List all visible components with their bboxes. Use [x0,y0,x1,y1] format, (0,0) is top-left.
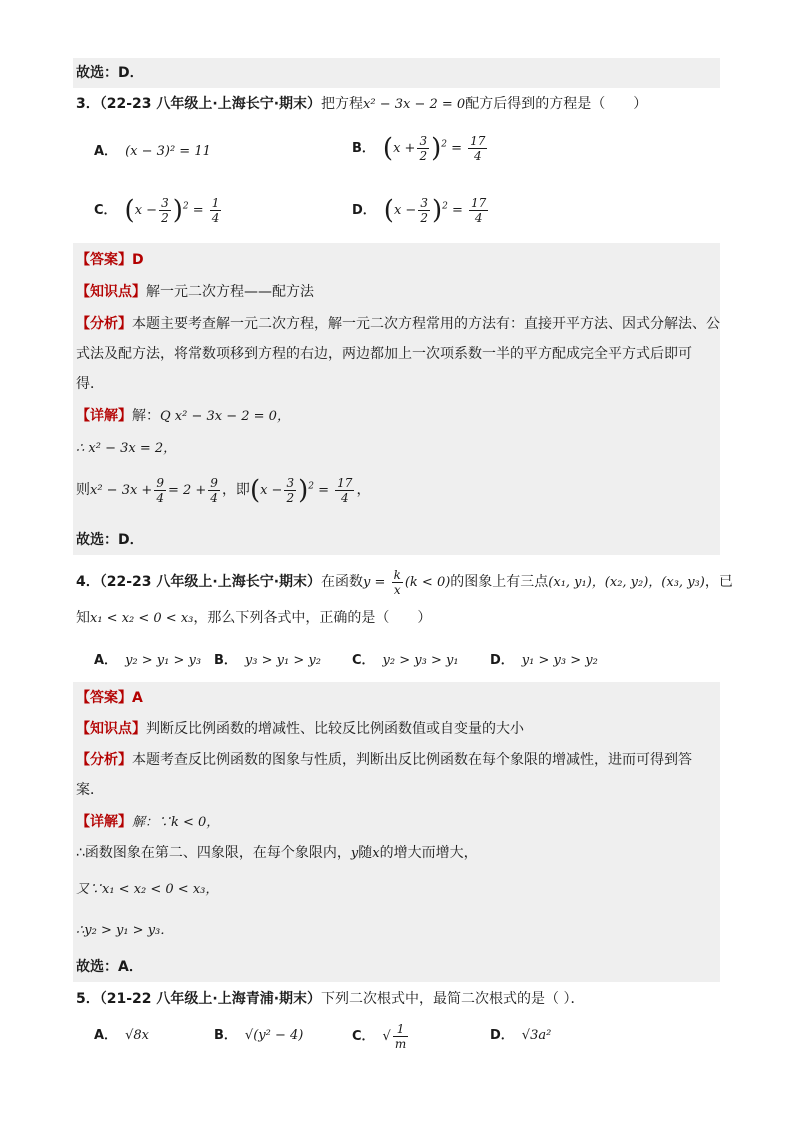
q3-detail-1: 【详解】解：Q x² − 3x − 2 = 0， [76,408,290,424]
q4-detail-1: 【详解】解：∵k < 0， [76,814,220,830]
q4-knowledge: 【知识点】判断反比例函数的增减性、比较反比例函数值或自变量的大小 [76,721,524,737]
q4-detail-2: ∴函数图象在第二、四象限，在每个象限内，y随x的增大而增大， [76,845,478,861]
q4-option-c: C． y₂ > y₃ > y₁ [352,653,459,668]
q3-option-b: B． (x + $\frac{3}{2}$ )$^2$ = $\frac{17}{4}$ [352,133,486,164]
q4-stem-1: 4．（22-23 八年级上·上海长宁·期末）在函数y = $\frac{k}{x}$ (k < 0)的图象上有三点(x₁, y₁)，(x₂, y₂)，(x₃, y₃)，已 [76,568,733,597]
q4-option-d: D． y₁ > y₃ > y₂ [490,653,598,668]
q3-option-a-expr: (x − 3)² = 11 [125,144,211,159]
q3-equation: x² − 3x − 2 = 0 [363,97,466,112]
q4-stem-2: 知x₁ < x₂ < 0 < x₃，那么下列各式中，正确的是（ ） [76,610,432,626]
q3-option-d-label: D． [352,203,376,218]
q3-option-d: D． (x − $\frac{3}{2}$ )$^2$ = $\frac{17}{4}$ [352,195,487,226]
q3-stem-a: 把方程 [321,96,364,112]
q5-number: 5． [76,991,100,1007]
q3-analysis-1: 【分析】本题主要考查解一元二次方程，解一元二次方程常用的方法有：直接开平方法、因式分解法、公 [76,316,720,332]
q4-source: （22-23 八年级上·上海长宁·期末） [99,574,322,590]
q5-stem: 5．（21-22 八年级上·上海青浦·期末）下列二次根式中，最简二次根式的是（ ）． [76,991,585,1007]
q3-option-a [94,142,211,162]
q3-answer: 【答案】D [76,252,144,268]
q3-stem [76,94,647,115]
q4-answer: 【答案】A [76,690,143,706]
q3-option-b-label: B． [352,141,375,156]
q5-option-d: D． √3a² [490,1028,552,1043]
q5-option-c: C． √ $\frac{1}{m}$ [352,1022,407,1051]
q3-knowledge: 【知识点】解一元二次方程——配方法 [76,284,314,300]
q3-stem-b: 配方后得到的方程是（ ） [465,96,648,112]
q4-option-a: A． y₂ > y₁ > y₃ [94,653,202,668]
answer-band [73,58,720,88]
q4-option-b: B． y₃ > y₁ > y₂ [214,653,321,668]
q3-option-a-label: A． [94,144,118,159]
q4-analysis-2: 案． [76,782,104,798]
q5-option-a: A． √8x [94,1028,149,1043]
prev-choice-text: 故选：D． [76,65,144,81]
q3-number: 3． [76,96,100,112]
q3-analysis-2: 式法及配方法，将常数项移到方程的右边，两边都加上一次项系数一半的平方配成完全平方式后即可 [76,346,692,362]
q4-detail-3: 又∵x₁ < x₂ < 0 < x₃， [76,882,219,897]
q5-source: （21-22 八年级上·上海青浦·期末） [99,991,322,1007]
q3-source: （22-23 八年级上·上海长宁·期末） [99,96,322,112]
q3-analysis-3: 得． [76,376,104,392]
q3-option-c-label: C． [94,203,117,218]
q3-detail-3: 则x² − 3x + $\frac{9}{4}$ = 2 + $\frac{9}{4}$ ，即(x − $\frac{3}{2}$ )$^2$ = $\frac{17}{4}$ ， [76,475,371,506]
q3-answer-value: D [132,252,144,268]
q3-detail-2: ∴ x² − 3x = 2， [76,441,177,456]
q4-number: 4． [76,574,100,590]
q3-choice: 故选：D． [76,532,144,548]
q4-analysis-1: 【分析】本题考查反比例函数的图象与性质，判断出反比例函数在每个象限的增减性，进而可得到答 [76,752,692,768]
q5-option-b: B． √(y² − 4) [214,1028,304,1043]
q4-answer-value: A [132,690,143,706]
prev-choice [76,63,144,83]
q3-option-c: C． (x − $\frac{3}{2}$ )$^2$ = $\frac{1}{4}$ [94,195,220,226]
q4-choice: 故选：A． [76,959,143,975]
q4-detail-4: ∴y₂ > y₁ > y₃． [76,923,174,938]
